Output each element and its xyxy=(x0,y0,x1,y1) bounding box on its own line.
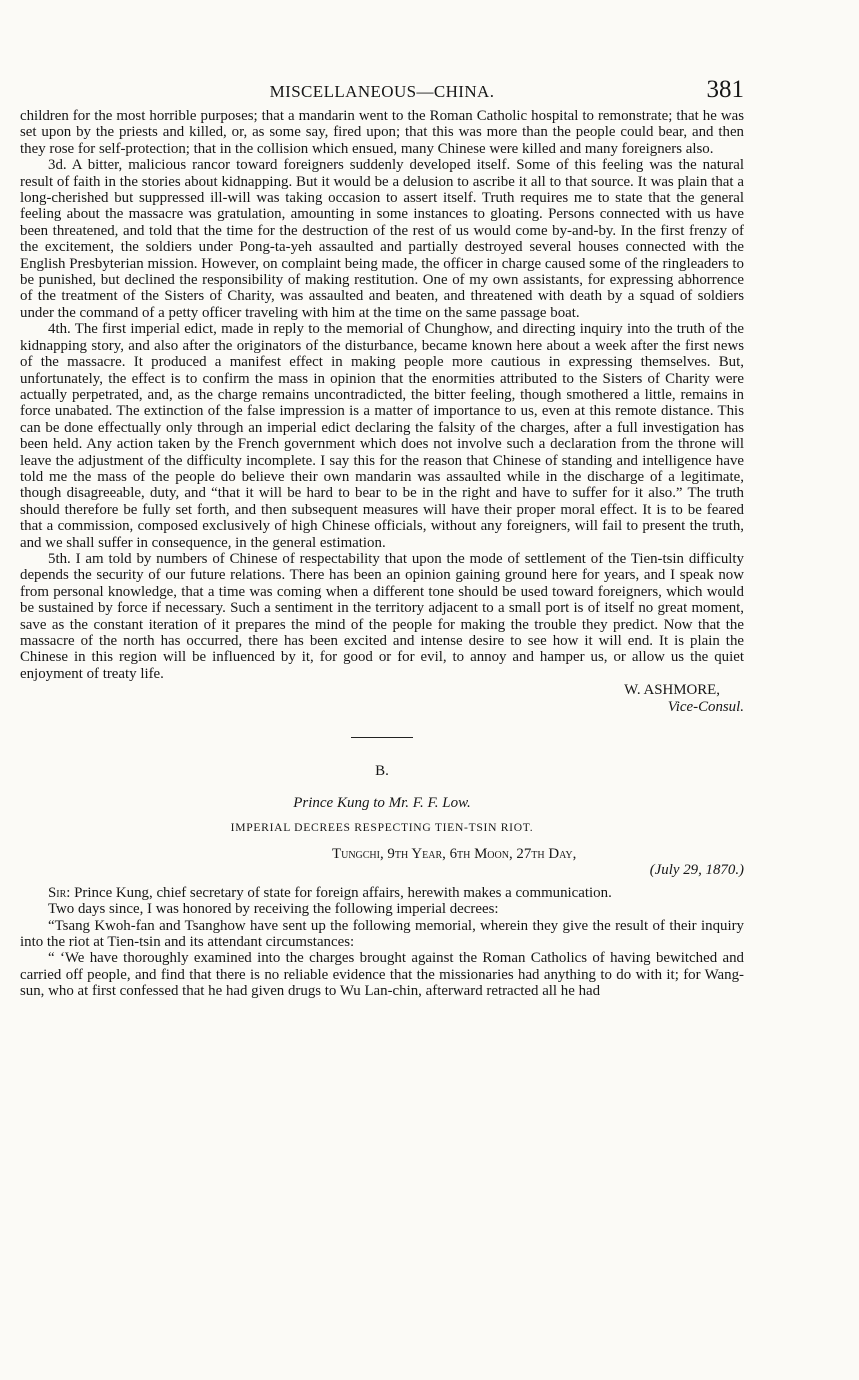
letter-title: Prince Kung to Mr. F. F. Low. xyxy=(293,795,471,812)
page-number: 381 xyxy=(706,76,744,103)
letter-paragraph-4: “ ‘We have thoroughly examined into the charges brought against the Roman Catholics of having bewitched and carried off people, and find that there is no reliable evidence that the missionaries had anything to do with it; for Wang-sun, who at first confessed that he had given drugs to Wu Lan-chin, afterward retracted all he had xyxy=(20,950,744,1000)
signature-role: Vice-Consul. xyxy=(667,698,744,715)
salutation: Sir: xyxy=(48,884,71,901)
letter-paragraph-2: Two days since, I was honored by receiving the following imperial decrees: xyxy=(48,901,499,918)
paragraph-continuation: children for the most horrible purposes; that a mandarin went to the Roman Catholic hospital to remonstrate; that he was set upon by the priests and killed, or, as some say, fired upon; that this was more than the people could bear, and then they rose for self-protection; that in the collision which ensued, many Chinese were killed and many foreigners also. xyxy=(20,108,744,157)
dateline-gregorian-text: (July 29, 1870.) xyxy=(649,862,744,879)
paragraph-5th: 5th. I am told by numbers of Chinese of respectability that upon the mode of settlement of the Tien-tsin difficulty depends the security of our future relations. There has been an opinion gaining ground here for years, and I speak now from personal knowledge, that a time was coming when a different tone should be used toward foreigners, which would be sustained by force if necessary. Such a sentiment in the territory adjacent to a small port is of itself no great moment, save as the constant iteration of it prepares the mind of the people for making the trouble they predict. Now that the massacre of the north has occurred, there has been excited and intense desire to see how it will end. It is plain the Chinese in this region will be influenced by it, for good or for evil, to annoy and hamper us, or allow us the quiet enjoyment of treaty life. xyxy=(20,550,744,682)
dateline: Tungchi, 9th Year, 6th Moon, 27th Day, xyxy=(332,846,577,863)
dateline-gregorian xyxy=(20,862,744,878)
paragraph-3d: 3d. A bitter, malicious rancor toward foreigners suddenly developed itself. Some of this feeling was the natural result of faith in the stories about kidnapping. But it would be a delusion to ascribe it all to that source. It was plain that a long-cherished but suppressed ill-will was taking occasion to assert itself. Truth requires me to state that the general feeling about the massacre was gratulation, amounting in some instances to gloating. Persons connected with us have been threatened, and told that the time for the destruction of the rest of us would come by-and-by. In the first frenzy of the excitement, the soldiers under Pong-ta-yeh assaulted and partially destroyed several houses connected with the English Presbyterian mission. However, on complaint being made, the officer in charge caused some of the ringleaders to be punished, but declined the responsibility of making restitution. One of my own assistants, for expressing abhorrence of the treatment of the Sisters of Charity, was assaulted and beaten, and threatened with death by a squad of soldiers under the command of a petty officer traveling with him at the time on the same passage boat. xyxy=(20,157,744,321)
signature-block xyxy=(20,682,744,715)
appendix-label: B. xyxy=(375,763,389,780)
running-head xyxy=(20,76,744,108)
document-page xyxy=(20,76,744,1000)
letter-caption: IMPERIAL DECREES RESPECTING TIEN-TSIN RIOT. xyxy=(230,821,534,835)
letter-paragraph-1 xyxy=(20,885,744,901)
paragraph-4th: 4th. The first imperial edict, made in reply to the memorial of Chunghow, and directing inquiry into the truth of the kidnapping story, and also after the originators of the disturbance, became known here about a week after the first news of the massacre. It produced a manifest effect in making people more cautious in expressing themselves. But, unfortunately, the effect is to confirm the mass in opinion that the enormities attributed to the Sisters of Charity were actually perpetrated, and, as the charge remains uncontradicted, the bitter feeling, though smothered a little, remains in force unabated. The extinction of the false impression is a matter of importance to us, even at this remote distance. This can be done effectually only through an imperial edict declaring the falsity of the charges, after a full investigation has been held. Any action taken by the French government which does not involve such a declaration from the throne will leave the adjustment of the difficulty incomplete. I say this for the reason that Chinese of standing and intelligence have told me the mass of the people do believe their own mandarin was assaulted while in the discharge of a legitimate, though disagreeable, duty, and “that it will be hard to bear to be in the right and have to suffer for it also.” The truth should therefore be fully set forth, and then subsequent measures will have their proper moral effect. It is to be feared that a commission, composed exclusively of high Chinese officials, without any foreigners, will fail to present the truth, and we shall suffer in consequence, in the general estimation. xyxy=(20,321,744,551)
letter-paragraph-3: “Tsang Kwoh-fan and Tsanghow have sent up the following memorial, wherein they give the result of their inquiry into the riot at Tien-tsin and its attendant circumstances: xyxy=(20,917,744,951)
signature-name: W. ASHMORE, xyxy=(624,682,720,699)
letter-paragraph-1-text: Prince Kung, chief secretary of state for foreign affairs, herewith makes a communication. xyxy=(70,884,612,901)
running-title: MISCELLANEOUS—CHINA. xyxy=(269,82,495,101)
section-divider xyxy=(351,737,413,738)
